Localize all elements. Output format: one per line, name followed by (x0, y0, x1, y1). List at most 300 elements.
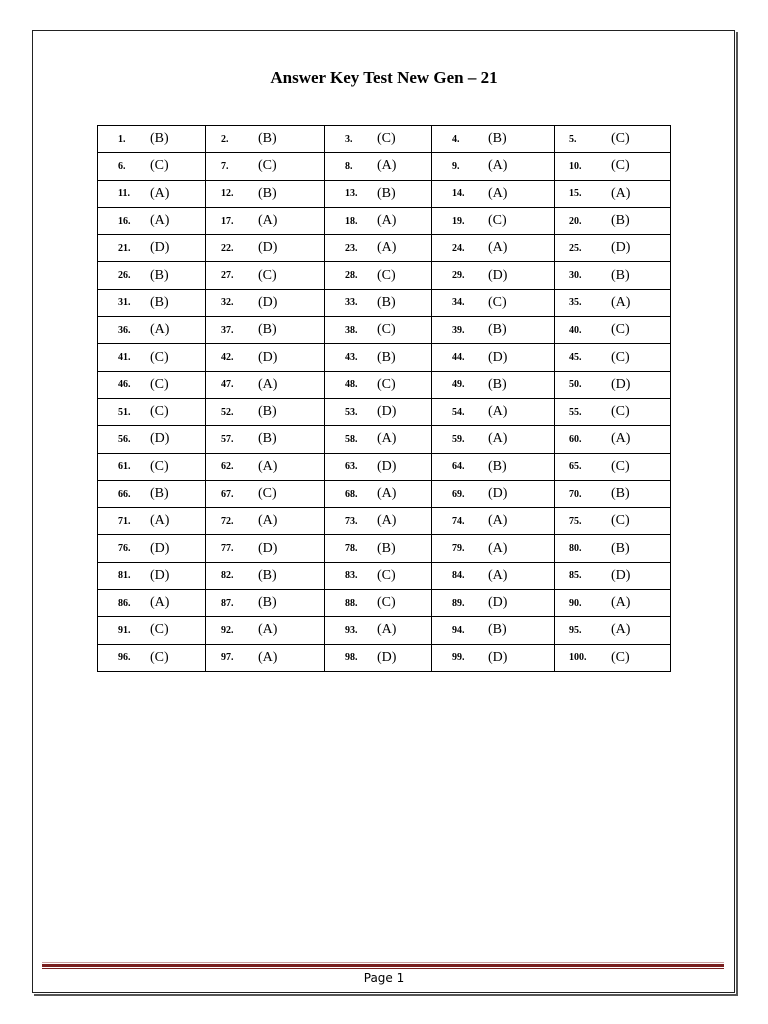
answer-cell (98, 317, 206, 344)
question-number: 23. (345, 242, 358, 254)
answer-cell (98, 426, 206, 453)
answer-cell (325, 153, 432, 180)
answer-row (98, 398, 671, 425)
question-number: 12. (221, 188, 234, 200)
answer-cell (206, 344, 325, 371)
answer-cell (98, 398, 206, 425)
question-number: 22. (221, 242, 234, 254)
answer-cell (555, 453, 671, 480)
answer-choice: (D) (611, 240, 631, 256)
question-number: 64. (452, 461, 465, 473)
answer-cell (325, 235, 432, 262)
answer-cell (98, 180, 206, 207)
answer-cell (432, 480, 555, 507)
question-number: 31. (118, 297, 131, 309)
answer-cell (325, 453, 432, 480)
answer-cell (432, 535, 555, 562)
question-number: 48. (345, 379, 358, 391)
question-number: 21. (118, 242, 131, 254)
answer-cell (98, 590, 206, 617)
question-number: 67. (221, 488, 234, 500)
answer-choice: (D) (377, 458, 397, 474)
question-number: 63. (345, 461, 358, 473)
answer-choice: (A) (150, 185, 170, 201)
answer-cell (98, 207, 206, 234)
question-number: 65. (569, 461, 582, 473)
question-number: 11. (118, 188, 130, 200)
question-number: 94. (452, 624, 465, 636)
question-number: 90. (569, 597, 582, 609)
answer-choice: (A) (258, 649, 278, 665)
answer-cell (432, 508, 555, 535)
answer-cell (206, 289, 325, 316)
answer-row (98, 126, 671, 153)
question-number: 59. (452, 433, 465, 445)
answer-cell (98, 289, 206, 316)
answer-choice: (A) (150, 595, 170, 611)
answer-cell (98, 153, 206, 180)
answer-choice: (A) (150, 513, 170, 529)
answer-cell (98, 235, 206, 262)
answer-cell (206, 262, 325, 289)
answer-row (98, 617, 671, 644)
answer-cell (325, 371, 432, 398)
answer-choice: (A) (377, 213, 397, 229)
answer-choice: (B) (258, 322, 277, 338)
answer-cell (325, 344, 432, 371)
answer-choice: (B) (377, 294, 396, 310)
answer-cell (206, 317, 325, 344)
question-number: 80. (569, 543, 582, 555)
answer-choice: (B) (258, 185, 277, 201)
answer-choice: (C) (150, 158, 169, 174)
footer-rule-light (42, 962, 724, 963)
answer-cell (555, 480, 671, 507)
answer-cell (206, 617, 325, 644)
answer-cell (555, 644, 671, 671)
answer-choice: (A) (258, 622, 278, 638)
answer-row (98, 562, 671, 589)
question-number: 30. (569, 270, 582, 282)
answer-cell (98, 508, 206, 535)
question-number: 86. (118, 597, 131, 609)
answer-choice: (A) (488, 567, 508, 583)
answer-choice: (B) (150, 267, 169, 283)
answer-choice: (C) (611, 158, 630, 174)
question-number: 1. (118, 133, 126, 145)
question-number: 68. (345, 488, 358, 500)
answer-choice: (C) (611, 649, 630, 665)
answer-choice: (A) (488, 240, 508, 256)
answer-choice: (A) (488, 513, 508, 529)
answer-cell (206, 235, 325, 262)
answer-row (98, 644, 671, 671)
question-number: 29. (452, 270, 465, 282)
answer-choice: (A) (488, 404, 508, 420)
answer-choice: (A) (258, 458, 278, 474)
question-number: 7. (221, 160, 229, 172)
answer-cell (555, 235, 671, 262)
question-number: 82. (221, 570, 234, 582)
answer-cell (555, 207, 671, 234)
answer-cell (206, 126, 325, 153)
answer-choice: (D) (611, 567, 631, 583)
answer-cell (98, 262, 206, 289)
answer-cell (432, 317, 555, 344)
question-number: 27. (221, 270, 234, 282)
answer-cell (206, 480, 325, 507)
question-number: 69. (452, 488, 465, 500)
question-number: 42. (221, 352, 234, 364)
answer-choice: (C) (377, 595, 396, 611)
answer-choice: (C) (488, 294, 507, 310)
answer-row (98, 317, 671, 344)
answer-cell (555, 590, 671, 617)
answer-choice: (C) (611, 349, 630, 365)
question-number: 13. (345, 188, 358, 200)
answer-choice: (B) (377, 540, 396, 556)
answer-choice: (D) (611, 376, 631, 392)
answer-choice: (D) (150, 567, 170, 583)
question-number: 2. (221, 133, 229, 145)
answer-cell (325, 480, 432, 507)
answer-cell (325, 289, 432, 316)
answer-cell (555, 535, 671, 562)
page-border-shadow-bottom (34, 994, 738, 996)
question-number: 50. (569, 379, 582, 391)
answer-cell (98, 562, 206, 589)
page-border-shadow-right (736, 32, 738, 994)
answer-cell (325, 617, 432, 644)
answer-choice: (C) (258, 267, 277, 283)
question-number: 41. (118, 352, 131, 364)
question-number: 81. (118, 570, 131, 582)
answer-cell (432, 126, 555, 153)
question-number: 76. (118, 543, 131, 555)
question-number: 100. (569, 652, 587, 664)
answer-cell (555, 426, 671, 453)
answer-choice: (A) (488, 431, 508, 447)
answer-row (98, 480, 671, 507)
question-number: 91. (118, 624, 131, 636)
question-number: 93. (345, 624, 358, 636)
answer-cell (432, 289, 555, 316)
answer-choice: (B) (488, 622, 507, 638)
question-number: 25. (569, 242, 582, 254)
answer-cell (432, 371, 555, 398)
answer-choice: (B) (258, 404, 277, 420)
answer-choice: (C) (258, 158, 277, 174)
question-number: 84. (452, 570, 465, 582)
answer-choice: (C) (377, 567, 396, 583)
question-number: 35. (569, 297, 582, 309)
answer-cell (432, 235, 555, 262)
answer-cell (325, 590, 432, 617)
question-number: 54. (452, 406, 465, 418)
answer-row (98, 262, 671, 289)
answer-choice: (A) (377, 240, 397, 256)
answer-cell (98, 617, 206, 644)
question-number: 38. (345, 324, 358, 336)
answer-choice: (A) (258, 213, 278, 229)
answer-choice: (C) (611, 131, 630, 147)
question-number: 72. (221, 515, 234, 527)
answer-choice: (C) (258, 486, 277, 501)
question-number: 52. (221, 406, 234, 418)
answer-choice: (A) (488, 158, 508, 174)
question-number: 83. (345, 570, 358, 582)
answer-cell (325, 398, 432, 425)
answer-choice: (D) (488, 267, 508, 283)
question-number: 45. (569, 352, 582, 364)
answer-row (98, 344, 671, 371)
question-number: 9. (452, 160, 460, 172)
answer-choice: (B) (611, 540, 630, 556)
answer-choice: (B) (611, 267, 630, 283)
answer-choice: (A) (150, 322, 170, 338)
answer-choice: (B) (611, 213, 630, 229)
answer-cell (98, 535, 206, 562)
answer-cell (98, 344, 206, 371)
question-number: 3. (345, 133, 353, 145)
answer-key-body (98, 126, 671, 672)
answer-choice: (C) (377, 131, 396, 147)
answer-cell (432, 207, 555, 234)
answer-cell (555, 562, 671, 589)
question-number: 32. (221, 297, 234, 309)
question-number: 24. (452, 242, 465, 254)
answer-choice: (C) (611, 513, 630, 529)
answer-cell (432, 180, 555, 207)
answer-cell (555, 398, 671, 425)
answer-row (98, 153, 671, 180)
document-title: Answer Key Test New Gen – 21 (270, 68, 498, 87)
answer-cell (206, 180, 325, 207)
answer-choice: (A) (611, 595, 631, 611)
answer-choice: (D) (488, 649, 508, 665)
question-number: 53. (345, 406, 358, 418)
answer-choice: (B) (258, 431, 277, 447)
answer-row (98, 180, 671, 207)
answer-choice: (B) (377, 349, 396, 365)
answer-cell (206, 644, 325, 671)
answer-choice: (A) (377, 622, 397, 638)
answer-cell (432, 590, 555, 617)
answer-cell (555, 617, 671, 644)
answer-choice: (A) (611, 185, 631, 201)
answer-cell (98, 480, 206, 507)
question-number: 87. (221, 597, 234, 609)
answer-choice: (C) (150, 404, 169, 420)
question-number: 61. (118, 461, 131, 473)
answer-cell (555, 262, 671, 289)
question-number: 46. (118, 379, 131, 391)
question-number: 62. (221, 461, 234, 473)
answer-choice: (D) (150, 240, 170, 256)
footer-rule (42, 964, 724, 967)
question-number: 8. (345, 160, 353, 172)
question-number: 16. (118, 215, 131, 227)
question-number: 55. (569, 406, 582, 418)
question-number: 19. (452, 215, 465, 227)
answer-cell (206, 371, 325, 398)
answer-cell (325, 426, 432, 453)
answer-choice: (D) (258, 540, 278, 556)
answer-choice: (D) (488, 595, 508, 611)
answer-cell (432, 153, 555, 180)
answer-cell (432, 426, 555, 453)
answer-cell (432, 398, 555, 425)
answer-cell (206, 535, 325, 562)
question-number: 85. (569, 570, 582, 582)
answer-cell (325, 644, 432, 671)
question-number: 43. (345, 352, 358, 364)
answer-choice: (A) (377, 513, 397, 529)
question-number: 57. (221, 433, 234, 445)
answer-choice: (B) (150, 294, 169, 310)
question-number: 17. (221, 215, 234, 227)
answer-choice: (A) (258, 376, 278, 392)
question-number: 60. (569, 433, 582, 445)
answer-choice: (C) (611, 404, 630, 420)
answer-choice: (D) (258, 294, 278, 310)
answer-cell (555, 344, 671, 371)
answer-choice: (C) (150, 376, 169, 392)
answer-cell (555, 153, 671, 180)
answer-choice: (B) (150, 131, 169, 147)
answer-cell (325, 535, 432, 562)
question-number: 58. (345, 433, 358, 445)
answer-cell (432, 344, 555, 371)
question-number: 88. (345, 597, 358, 609)
answer-choice: (B) (488, 322, 507, 338)
question-number: 66. (118, 488, 131, 500)
answer-key-table (97, 125, 671, 672)
question-number: 74. (452, 515, 465, 527)
answer-choice: (A) (377, 431, 397, 447)
question-number: 36. (118, 324, 131, 336)
answer-cell (98, 644, 206, 671)
question-number: 44. (452, 352, 465, 364)
answer-row (98, 508, 671, 535)
answer-cell (98, 371, 206, 398)
question-number: 95. (569, 624, 582, 636)
question-number: 14. (452, 188, 465, 200)
answer-choice: (A) (611, 622, 631, 638)
answer-choice: (A) (377, 486, 397, 501)
answer-choice: (C) (611, 458, 630, 474)
question-number: 49. (452, 379, 465, 391)
answer-cell (206, 153, 325, 180)
answer-choice: (A) (611, 431, 631, 447)
answer-cell (206, 590, 325, 617)
answer-choice: (A) (258, 513, 278, 529)
answer-cell (555, 180, 671, 207)
answer-choice: (C) (150, 622, 169, 638)
answer-choice: (C) (377, 267, 396, 283)
question-number: 6. (118, 160, 126, 172)
question-number: 73. (345, 515, 358, 527)
answer-choice: (D) (377, 649, 397, 665)
question-number: 96. (118, 652, 131, 664)
answer-cell (555, 317, 671, 344)
answer-choice: (C) (488, 213, 507, 229)
answer-choice: (C) (150, 649, 169, 665)
answer-cell (206, 453, 325, 480)
answer-cell (98, 453, 206, 480)
answer-row (98, 289, 671, 316)
answer-cell (432, 453, 555, 480)
footer-rule-thin (42, 968, 724, 969)
page-number: Page 1 (363, 971, 405, 985)
answer-choice: (D) (258, 240, 278, 256)
question-number: 20. (569, 215, 582, 227)
answer-choice: (B) (611, 486, 630, 501)
question-number: 89. (452, 597, 465, 609)
answer-row (98, 535, 671, 562)
answer-cell (206, 207, 325, 234)
answer-cell (98, 126, 206, 153)
answer-cell (432, 562, 555, 589)
answer-row (98, 426, 671, 453)
answer-choice: (C) (150, 458, 169, 474)
question-number: 34. (452, 297, 465, 309)
answer-cell (325, 317, 432, 344)
question-number: 18. (345, 215, 358, 227)
answer-choice: (A) (377, 158, 397, 174)
question-number: 39. (452, 324, 465, 336)
answer-choice: (A) (488, 540, 508, 556)
answer-row (98, 590, 671, 617)
answer-choice: (D) (488, 349, 508, 365)
answer-row (98, 235, 671, 262)
answer-cell (325, 180, 432, 207)
question-number: 56. (118, 433, 131, 445)
question-number: 5. (569, 133, 577, 145)
answer-choice: (B) (377, 185, 396, 201)
question-number: 78. (345, 543, 358, 555)
answer-choice: (C) (377, 376, 396, 392)
answer-choice: (B) (258, 595, 277, 611)
answer-cell (555, 126, 671, 153)
answer-choice: (C) (611, 322, 630, 338)
question-number: 75. (569, 515, 582, 527)
answer-choice: (D) (488, 486, 508, 501)
answer-row (98, 207, 671, 234)
question-number: 98. (345, 652, 358, 664)
answer-cell (555, 508, 671, 535)
question-number: 4. (452, 133, 460, 145)
question-number: 15. (569, 188, 582, 200)
question-number: 33. (345, 297, 358, 309)
answer-row (98, 371, 671, 398)
question-number: 97. (221, 652, 234, 664)
answer-cell (432, 644, 555, 671)
answer-choice: (D) (258, 349, 278, 365)
question-number: 71. (118, 515, 131, 527)
answer-choice: (A) (488, 185, 508, 201)
question-number: 37. (221, 324, 234, 336)
answer-choice: (B) (258, 131, 277, 147)
answer-cell (555, 371, 671, 398)
answer-cell (206, 426, 325, 453)
answer-cell (555, 289, 671, 316)
question-number: 77. (221, 543, 234, 555)
answer-choice: (C) (150, 349, 169, 365)
answer-cell (432, 262, 555, 289)
answer-choice: (B) (488, 376, 507, 392)
question-number: 51. (118, 406, 131, 418)
